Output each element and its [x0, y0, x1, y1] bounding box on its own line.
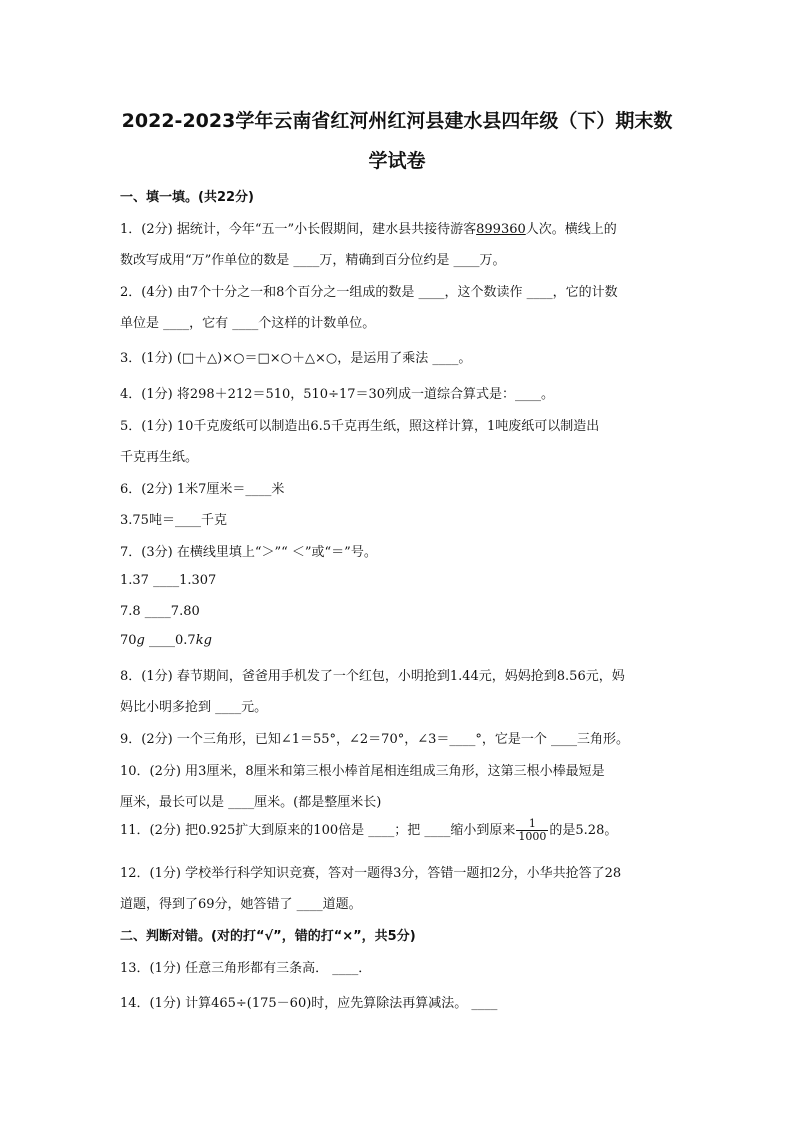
- section-2-heading: 二、判断对错。(对的打“√”，错的打“×”，共5分): [120, 929, 416, 944]
- page-title-line-1: 2022-2023学年云南省红河州红河县建水县四年级（下）期末数: [121, 110, 673, 132]
- question-8-line-2: 妈比小明多抢到 ____元。: [120, 700, 268, 715]
- question-13: 13．(1分) 任意三角形都有三条高． ____．: [120, 961, 372, 976]
- question-7: 7．(3分) 在横线里填上“＞”“ ＜”或“＝”号。: [120, 545, 377, 560]
- question-7-item-a: 1.37 ____1.307: [120, 573, 217, 588]
- question-11: [120, 818, 617, 843]
- question-12-line-2: 道题，得到了69分，她答错了 ____道题。: [120, 897, 362, 912]
- question-1-line-1: [120, 218, 617, 237]
- unit-text: g: [136, 633, 145, 648]
- question-11-text-end: 的是5.28。: [549, 823, 618, 838]
- question-6-line-2: 3.75吨＝____千克: [120, 513, 227, 528]
- question-8-line-1: 8．(1分) 春节期间，爸爸用手机发了一个红包，小明抢到1.44元，妈妈抢到8.56元，妈: [120, 669, 625, 684]
- question-12-line-1: 12．(1分) 学校举行科学知识竞赛，答对一题得3分，答错一题扣2分，小华共抢答了28: [120, 866, 622, 881]
- question-11-text: 11．(2分) 把0.925扩大到原来的100倍是 ____；把 ____缩小到原来: [120, 823, 516, 838]
- question-4: 4．(1分) 将298＋212＝510，510÷17＝30列成一道综合算式是：____。: [120, 387, 555, 402]
- value-text: 70: [120, 633, 137, 648]
- value-text: ____0.7: [144, 633, 196, 648]
- question-2-line-2: 单位是 ____，它有 ____个这样的计数单位。: [120, 316, 376, 331]
- fraction-denominator: 1000: [518, 830, 547, 843]
- question-10-line-1: 10．(2分) 用3厘米，8厘米和第三根小棒首尾相连组成三角形，这第三根小棒最短是: [120, 764, 605, 779]
- underlined-number: 899360: [476, 222, 526, 237]
- question-9: 9．(2分) 一个三角形，已知∠1＝55°，∠2＝70°，∠3＝____°，它是一个 ____三角形。: [120, 732, 630, 747]
- question-7-item-c: [120, 633, 212, 648]
- question-1-text: 1．(2分) 据统计，今年“五一”小长假期间，建水县共接待游客: [120, 222, 477, 237]
- question-6-line-1: 6．(2分) 1米7厘米＝____米: [120, 482, 285, 497]
- question-1-line-2: 数改写成用“万”作单位的数是 ____万，精确到百分位约是 ____万。: [120, 253, 506, 268]
- question-1-text-end: 人次。横线上的: [525, 222, 617, 237]
- question-2-line-1: 2．(4分) 由7个十分之一和8个百分之一组成的数是 ____，这个数读作 ____，它的计数: [120, 285, 618, 300]
- fraction-numerator: 1: [516, 818, 548, 831]
- fraction: [516, 818, 548, 843]
- question-3: 3．(1分) (□＋△)×○＝□×○＋△×○，是运用了乘法 ____。: [120, 351, 472, 366]
- question-14: 14．(1分) 计算465÷(175－60)时，应先算除法再算减法。 ____: [120, 996, 498, 1011]
- page-title-line-2: 学试卷: [368, 150, 426, 172]
- question-5-line-1: 5．(1分) 10千克废纸可以制造出6.5千克再生纸，照这样计算，1吨废纸可以制造出: [120, 419, 600, 434]
- question-7-item-b: 7.8 ____7.80: [120, 604, 200, 619]
- section-1-heading: 一、填一填。(共22分): [120, 190, 254, 205]
- question-10-line-2: 厘米，最长可以是 ____厘米。(都是整厘米长): [120, 795, 382, 810]
- question-5-line-2: 千克再生纸。: [120, 450, 199, 465]
- unit-text: kg: [195, 633, 212, 648]
